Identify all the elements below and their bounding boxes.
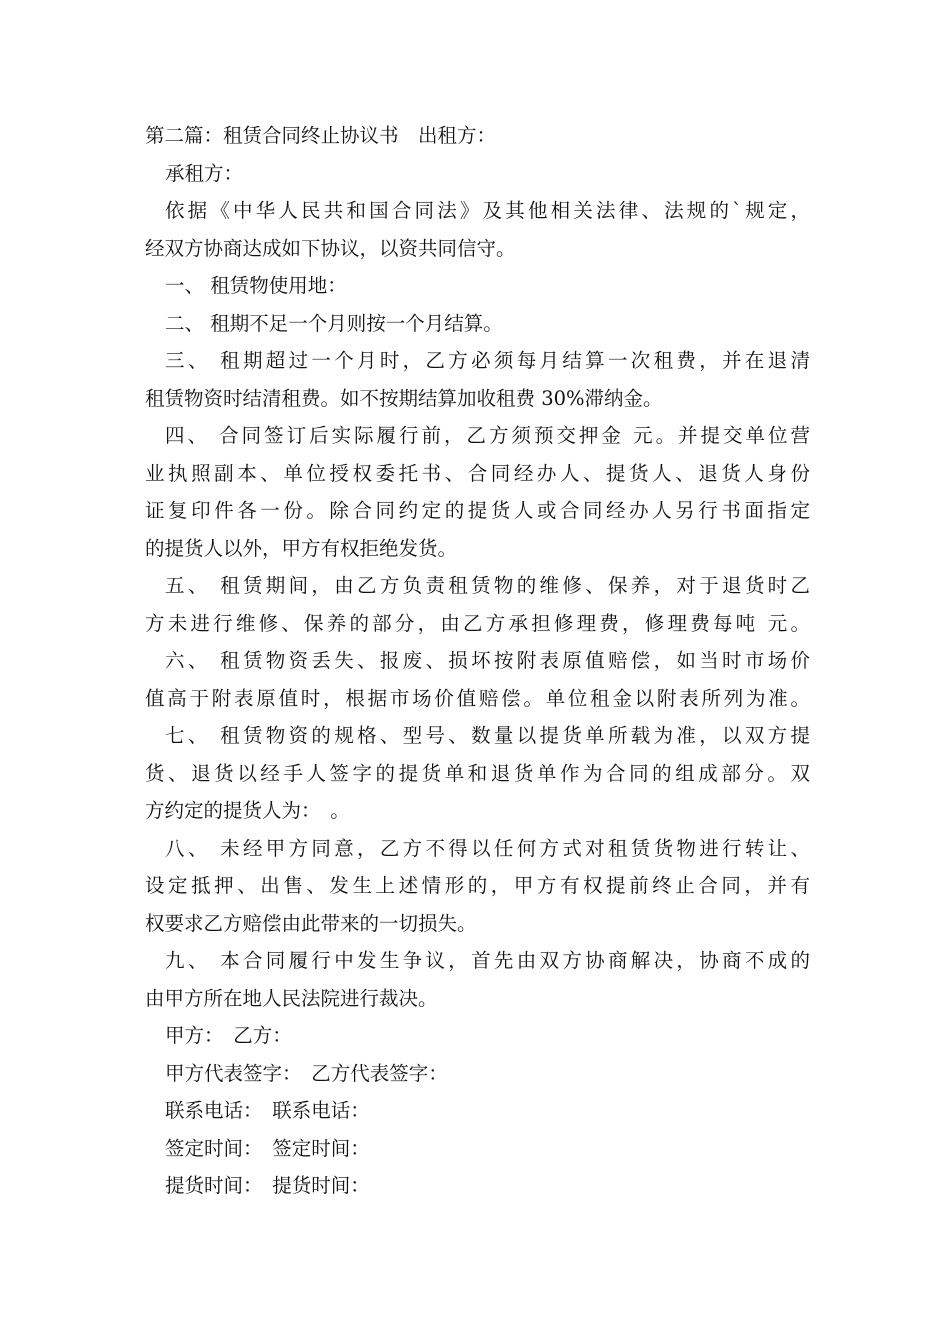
preamble-line-1: 依据《中华人民共和国合同法》及其他相关法律、法规的`规定，: [165, 199, 810, 222]
clause-6-line-1: 六、 租赁物资丢失、报废、损坏按附表原值赔偿，如当时市场价: [165, 649, 810, 672]
clause-7-line-1: 七、 租赁物资的规格、型号、数量以提货单所载为准，以双方提: [165, 724, 810, 747]
clause-3-line-1: 三、 租期超过一个月时，乙方必须每月结算一次租费，并在退清: [165, 349, 810, 372]
clause-4-line-1: 四、 合同签订后实际履行前，乙方须预交押金 元。并提交单位营: [165, 424, 810, 447]
clause-1: 一、 租赁物使用地：: [165, 274, 347, 297]
signature-representatives: 甲方代表签字： 乙方代表签字：: [165, 1061, 448, 1085]
clause-7-line-3: 方约定的提货人为： 。: [145, 799, 350, 822]
clause-6-line-2: 值高于附表原值时，根据市场价值赔偿。单位租金以附表所列为准。: [145, 686, 810, 710]
clause-8-line-2: 设定抵押、出售、发生上述情形的，甲方有权提前终止合同，并有: [145, 874, 810, 897]
lessee-line: 承租方：: [165, 161, 244, 185]
preamble-line-2: 经双方协商达成如下协议，以资共同信守。: [145, 236, 516, 260]
clause-9-line-1: 九、 本合同履行中发生争议，首先由双方协商解决，协商不成的: [165, 949, 810, 972]
clause-4-line-2: 业执照副本、单位授权委托书、合同经办人、提货人、退货人身份: [145, 461, 810, 485]
clause-9-line-2: 由甲方所在地人民法院进行裁决。: [145, 986, 438, 1010]
signature-sign-dates: 签定时间： 签定时间：: [165, 1136, 370, 1160]
clause-3-line-2: 租赁物资时结清租费。如不按期结算加收租费 30%滞纳金。: [145, 386, 663, 410]
clause-4-line-4: 的提货人以外，甲方有权拒绝发货。: [145, 536, 458, 560]
document-page: [145, 117, 810, 1205]
clause-5-line-1: 五、 租赁期间，由乙方负责租赁物的维修、保养，对于退货时乙: [165, 574, 810, 597]
signature-pickup-dates: 提货时间： 提货时间：: [165, 1174, 370, 1197]
document-title: 第二篇：租赁合同终止协议书 出租方：: [145, 124, 497, 147]
clause-4-line-3: 证复印件各一份。除合同约定的提货人或合同经办人另行书面指定: [145, 499, 810, 522]
clause-8-line-3: 权要求乙方赔偿由此带来的一切损失。: [145, 911, 477, 935]
signature-parties: 甲方： 乙方：: [165, 1024, 292, 1047]
signature-phones: 联系电话： 联系电话：: [165, 1099, 370, 1122]
clause-2: 二、 租期不足一个月则按一个月结算。: [165, 311, 503, 335]
clause-5-line-2: 方未进行维修、保养的部分，由乙方承担修理费，修理费每吨 元。: [145, 611, 810, 635]
clause-7-line-2: 货、退货以经手人签字的提货单和退货单作为合同的组成部分。双: [145, 761, 810, 785]
clause-8-line-1: 八、 未经甲方同意，乙方不得以任何方式对租赁货物进行转让、: [165, 836, 810, 860]
